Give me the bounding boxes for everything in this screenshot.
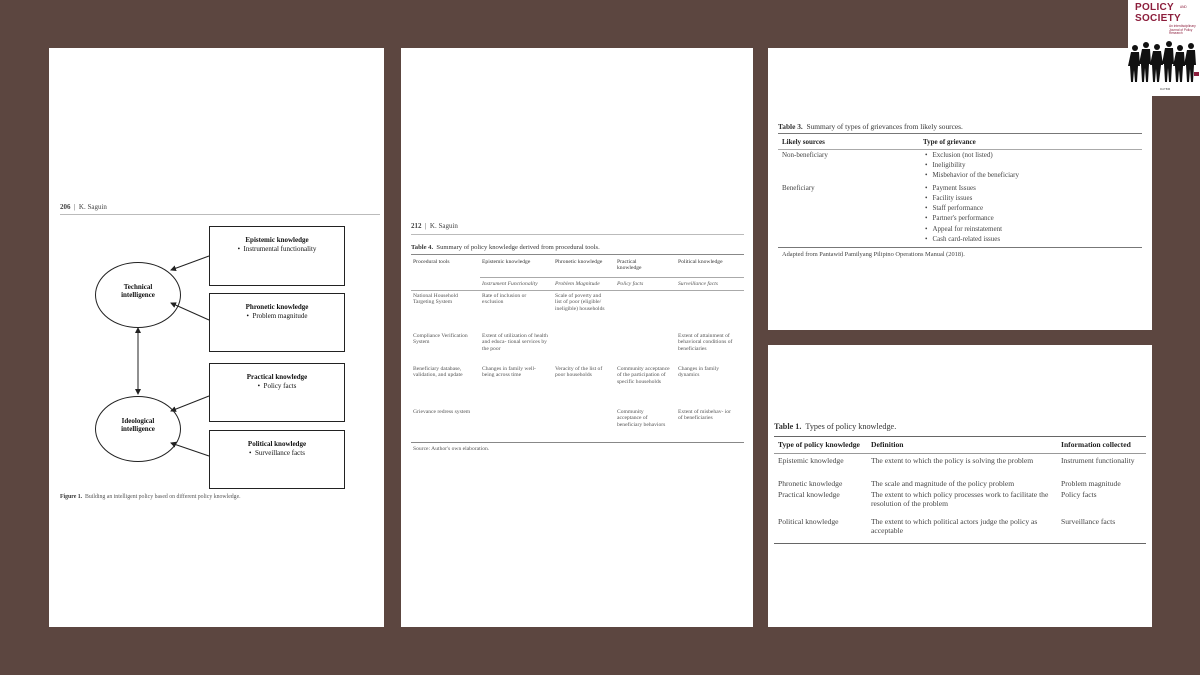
table-bottom-rule: [411, 442, 744, 443]
col-header-grievance: Type of grievance: [923, 138, 976, 146]
oval-label: Ideological: [121, 417, 155, 425]
table-header-rule: [411, 290, 744, 291]
page-212: [401, 48, 753, 627]
list-item: • Ineligibility: [925, 160, 1019, 170]
cover-and-word: AND: [1180, 5, 1187, 9]
list-item: • Exclusion (not listed): [925, 150, 1019, 160]
list-item: • Staff performance: [925, 203, 1002, 213]
table-note: Adapted from Pantawid Pamilyang Pilipino Operations Manual (2018).: [782, 251, 965, 258]
table-title: Summary of policy knowledge derived from procedural tools.: [436, 244, 600, 251]
box-item: • Policy facts: [257, 382, 297, 390]
subheader-phronetic: [555, 281, 600, 287]
table-cell: Community acceptance of the participation of specific households: [617, 366, 670, 385]
table-cell: Changes in family dynamics: [678, 366, 720, 379]
table-cell: Beneficiary database, validation, and update: [413, 366, 463, 379]
figure-caption-text: Building an intelligent policy based on different policy knowledge.: [85, 494, 241, 500]
table-cell: Surveillance facts: [1061, 517, 1116, 526]
table4-caption: [411, 244, 600, 251]
subheader-practical: [617, 281, 643, 287]
list-item: • Misbehavior of the beneficiary: [925, 170, 1019, 180]
table-cell: Rate of inclusion or exclusion: [482, 293, 527, 306]
subheader-political: [678, 281, 718, 287]
table-cell: Practical knowledge: [778, 490, 840, 499]
page-header: 212 | K. Saguin: [411, 222, 458, 230]
political-knowledge-box: [209, 430, 345, 489]
table-top-rule: [778, 133, 1142, 134]
oval-label: intelligence: [121, 425, 155, 433]
box-item-text: Instrumental functionality: [243, 245, 317, 253]
list-item: • Partner's performance: [925, 213, 1002, 223]
table-label: Table 1.: [774, 422, 802, 431]
page-number: 206: [60, 203, 71, 211]
table-title: Summary of types of grievances from likely sources.: [806, 122, 963, 131]
table-cell: Epistemic knowledge: [778, 456, 844, 465]
col-header-epistemic: Epistemic knowledge: [482, 259, 531, 265]
subheader-text: Instrument Functionality: [482, 281, 538, 287]
table-cell: Community acceptance of beneficiary behaviors: [617, 409, 666, 428]
col-header-info: Information collected: [1061, 440, 1131, 449]
table-cell: Veracity of the list of poor households: [555, 366, 603, 379]
col-header-definition: Definition: [871, 440, 904, 449]
header-rule: [411, 234, 744, 235]
table-top-rule: [774, 436, 1146, 437]
box-title: Political knowledge: [247, 440, 307, 448]
journal-cover: [1128, 0, 1200, 96]
table-label: Table 4.: [411, 244, 434, 251]
table-cell: Extent of misbehav- ior of beneficiaries: [678, 409, 731, 422]
table3-caption: [778, 122, 963, 131]
subheader-text: Surveillance facts: [678, 281, 718, 287]
figure-label: Figure 1.: [60, 494, 83, 500]
source-non-beneficiary: Non-beneficiary: [782, 151, 828, 159]
author-name: K. Saguin: [78, 203, 107, 211]
list-item: • Cash card-related issues: [925, 234, 1002, 244]
oval-label: intelligence: [121, 291, 155, 299]
cover-title-line1: POLICY: [1135, 2, 1175, 13]
table-cell: Compliance Verification System: [413, 333, 468, 346]
table-cell: National Household Targeting System: [413, 293, 458, 306]
table-cell: The extent to which the policy is solving the problem: [871, 456, 1034, 465]
table-source: Source: Author's own elaboration.: [413, 446, 490, 452]
box-item-text: Surveillance facts: [255, 449, 305, 457]
box-item: • Surveillance facts: [249, 449, 305, 457]
col-header-practical: Practical knowledge: [617, 259, 642, 272]
col-header-political: Political knowledge: [678, 259, 723, 265]
list-item: • Payment Issues: [925, 183, 1002, 193]
col-header-phronetic: Phronetic knowledge: [555, 259, 603, 265]
subheader-text: Problem Magnitude: [555, 281, 600, 287]
table-cell: Scale of poverty and list of poor (eligible/ ineligible) households: [555, 293, 605, 312]
table-cell: Grievance redress system: [413, 409, 471, 415]
table-label: Table 3.: [778, 122, 803, 131]
list-item: • Appeal for reinstatement: [925, 224, 1002, 234]
table-cell: Problem magnitude: [1061, 479, 1121, 488]
box-item-text: Policy facts: [263, 382, 297, 390]
table-cell: Policy facts: [1061, 490, 1097, 499]
subheader-text: Policy facts: [617, 281, 644, 287]
cover-title-line2: SOCIETY: [1135, 13, 1181, 24]
box-item: • Problem magnitude: [246, 312, 308, 320]
table-top-rule: [411, 254, 744, 255]
col-header-procedural: Procedural tools: [413, 259, 450, 265]
page-header: 206 | K. Saguin: [60, 203, 107, 211]
box-title: Practical knowledge: [246, 373, 308, 381]
table-cell: Extent of attainment of behavioral conditions of beneficiaries: [678, 333, 733, 352]
practical-knowledge-box: [209, 363, 345, 422]
col-header-type: Type of policy knowledge: [778, 440, 860, 449]
box-item-text: Problem magnitude: [252, 312, 308, 320]
box-title: Phronetic knowledge: [245, 303, 309, 311]
grievance-list: [925, 150, 1019, 180]
table-cell: Phronetic knowledge: [778, 479, 843, 488]
table-cell: Extent of utilization of health and educa- tional services by the poor: [482, 333, 548, 352]
figure-caption: [60, 494, 241, 501]
table-header-rule: [774, 453, 1146, 454]
technical-intelligence-node: [95, 262, 181, 328]
box-title: Epistemic knowledge: [245, 236, 309, 244]
page-table3: [768, 48, 1152, 330]
ideological-intelligence-node: [95, 396, 181, 462]
table-bottom-rule: [774, 543, 1146, 544]
cover-publisher: DATBM: [1160, 87, 1171, 91]
table-cell: The extent to which political actors judge the policy as acceptable: [871, 517, 1038, 536]
table-title: Types of policy knowledge.: [805, 422, 897, 431]
oval-label: Technical: [123, 283, 153, 291]
page-number: 212: [411, 222, 422, 230]
crowd-silhouette-icon: [1128, 38, 1200, 86]
page-206: [49, 48, 384, 627]
table-cell: The scale and magnitude of the policy problem: [871, 479, 1015, 488]
page-table1: [768, 345, 1152, 627]
grievance-list: [925, 183, 1002, 244]
phronetic-knowledge-box: [209, 293, 345, 352]
col-header-sources: Likely sources: [782, 138, 825, 146]
epistemic-knowledge-box: [209, 226, 345, 286]
table-cell: The extent to which policy processes work to facilitate the resolution of the problem: [871, 490, 1049, 509]
list-item: • Facility issues: [925, 193, 1002, 203]
table-cell: Political knowledge: [778, 517, 839, 526]
source-beneficiary: Beneficiary: [782, 184, 815, 192]
subheader-rule: [480, 277, 744, 278]
cover-subtitle: An interdisciplinary Journal of Policy Research: [1169, 24, 1196, 36]
author-name: K. Saguin: [429, 222, 458, 230]
table-cell: Changes in family well-being across time: [482, 366, 536, 379]
subheader-epistemic: [482, 281, 538, 287]
table-cell: Instrument functionality: [1061, 456, 1135, 465]
box-item: • Instrumental functionality: [237, 245, 317, 253]
table1-caption: [774, 422, 896, 431]
table-bottom-rule: [778, 247, 1142, 248]
